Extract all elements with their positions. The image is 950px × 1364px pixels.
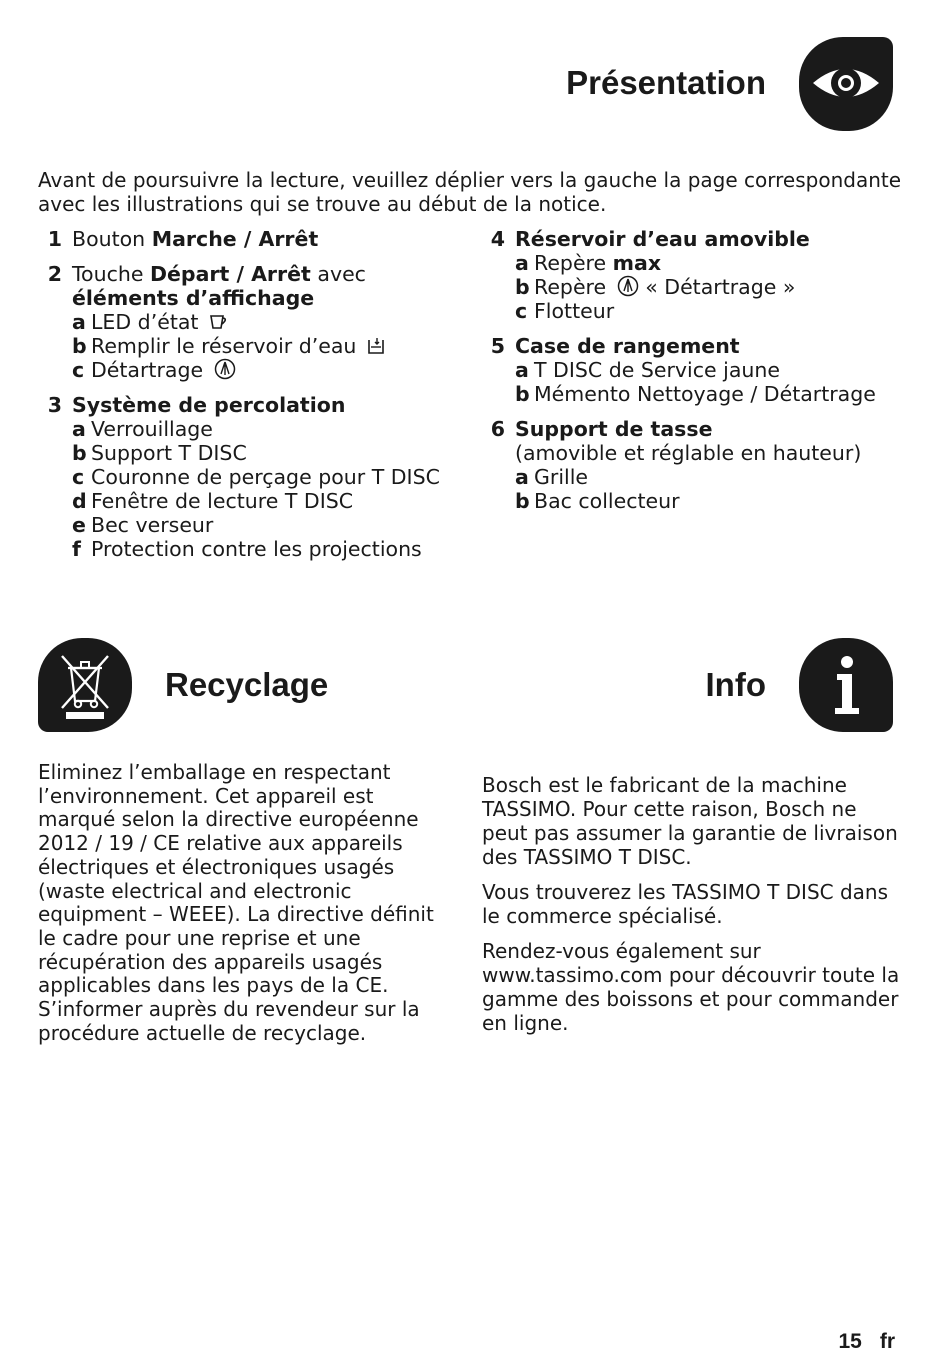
presentation-intro: Avant de poursuivre la lecture, veuillez déplier vers la gauche la page correspondante avec les illustrations qui se trouve au début de la notice. bbox=[38, 168, 902, 216]
info-text bbox=[482, 773, 902, 1046]
language-code: fr bbox=[879, 1330, 895, 1353]
descaling-icon bbox=[617, 275, 639, 297]
cup-icon bbox=[209, 312, 229, 332]
list-item-5: 5 Case de rangement a T DISC de Service jaune b Mémento Nettoyage / Détartrage bbox=[490, 334, 876, 406]
info-paragraph: Rendez-vous également sur www.tassimo.com pour découvrir toute la gamme des boissons et pour commander en ligne. bbox=[482, 939, 900, 1035]
descaling-icon bbox=[214, 358, 236, 380]
page-number: 15 bbox=[838, 1330, 862, 1353]
component-list-left bbox=[38, 227, 468, 572]
recycling-text: Eliminez l’emballage en respectant l’environnement. Cet appareil est marqué selon la directive européenne 2012 / 19 / CE relative aux appareils électriques et électroniques usagés (waste electrical and electronic equipment – WEEE). La directive définit le cadre pour une reprise et une récupération des appareils usagés applicables dans les pays de la CE. S’informer auprès du revendeur sur la procédure actuelle de recyclage. bbox=[38, 760, 434, 1045]
info-paragraph: Vous trouverez les TASSIMO T DISC dans le commerce spécialisé. bbox=[482, 880, 889, 928]
component-list-right bbox=[481, 227, 911, 524]
info-title: Info bbox=[705, 666, 766, 703]
list-item-4: 4 Réservoir d’eau amovible a Repère max b Repère « Détartrage » c Flotteur bbox=[490, 227, 810, 323]
list-item-2: 2 Touche Départ / Arrêt avec éléments d’affichage a LED d’état b Remplir le réservoir d’eau c Détartrage bbox=[38, 262, 468, 382]
list-item-1: 1 Bouton Marche / Arrêt bbox=[47, 227, 319, 251]
water-tank-icon bbox=[367, 336, 385, 356]
info-paragraph: Bosch est le fabricant de la machine TASSIMO. Pour cette raison, Bosch ne peut pas assumer la garantie de livraison des TASSIMO T DISC. bbox=[482, 773, 898, 869]
crossed-out-wheelie-bin-icon bbox=[38, 638, 132, 732]
eye-icon bbox=[799, 37, 893, 131]
presentation-title: Présentation bbox=[566, 64, 766, 101]
page-footer bbox=[820, 1330, 895, 1354]
info-icon bbox=[799, 638, 893, 732]
recycling-title: Recyclage bbox=[165, 666, 329, 703]
list-item-3: 3 Système de percolation a Verrouillage b Support T DISC c Couronne de perçage pour T DISC d Fenêtre de lecture T DISC e Bec verseur f Protection contre les projections bbox=[47, 393, 440, 561]
list-item-6: 6 Support de tasse (amovible et réglable en hauteur) a Grille b Bac collecteur bbox=[490, 417, 862, 513]
